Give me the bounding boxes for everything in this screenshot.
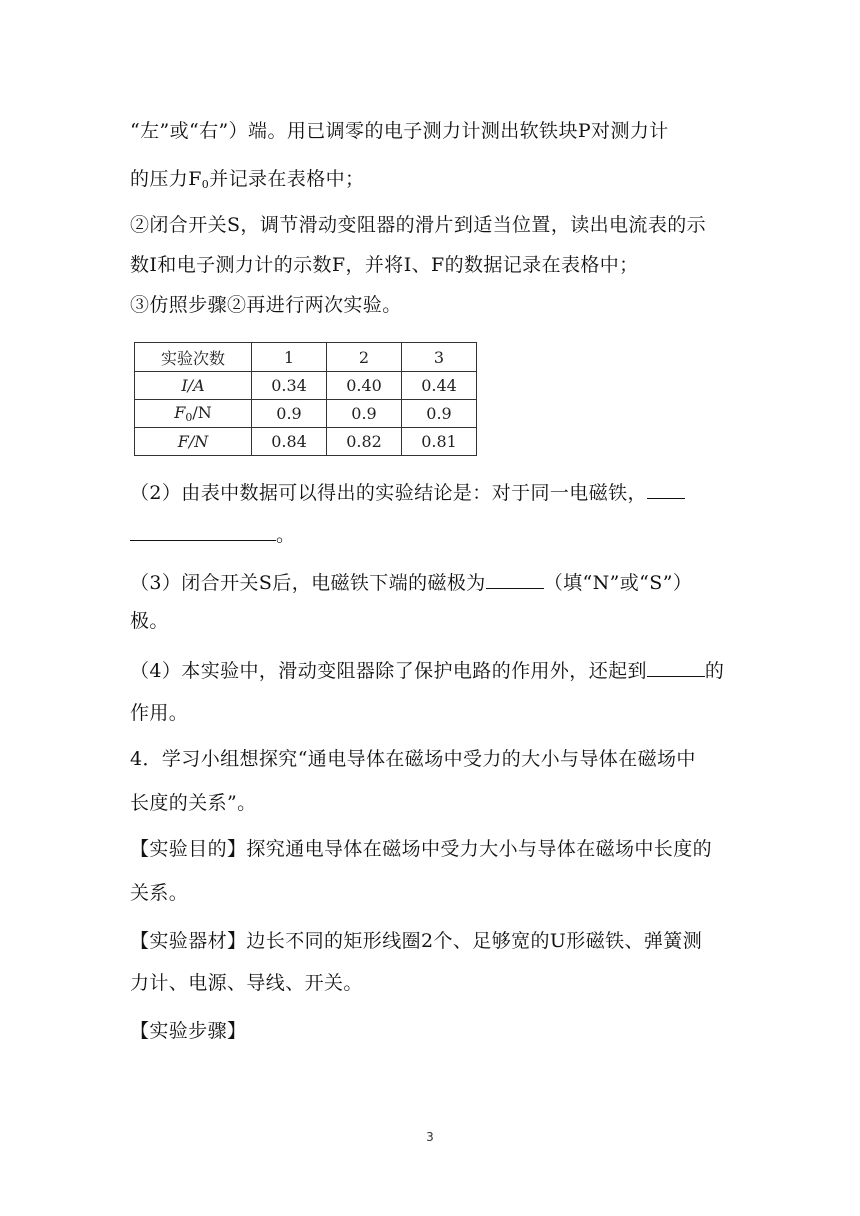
question-3 [130,568,730,596]
table-row [135,428,477,456]
table-header-cell: 1 [252,343,327,372]
text-fragment: 并记录在表格中； [209,168,365,190]
table-row [135,372,477,400]
question-text: （4）本实验中，滑动变阻器除了保护电路的作用外，还起到 [130,660,647,682]
text-line: 作用。 [130,702,189,724]
table-row-label [135,400,252,428]
question-text: （填“N”或“S”） [543,572,693,594]
table-cell: 0.82 [327,428,402,456]
question-2-continued [130,520,730,548]
table-cell: 0.9 [327,400,402,428]
question-2 [130,478,730,506]
experiment-steps-heading: 【实验步骤】 [130,1020,247,1042]
text-line: 关系。 [130,882,189,904]
label-symbol: F [174,403,186,422]
experiment-equipment: 【实验器材】边长不同的矩形线圈2个、足够宽的U形磁铁、弹簧测 [130,930,703,952]
text-line: 极。 [130,610,169,632]
table-header-cell: 3 [402,343,477,372]
answer-blank [647,478,685,499]
experiment-goal: 【实验目的】探究通电导体在磁场中受力大小与导体在磁场中长度的 [130,838,713,860]
answer-blank [647,656,705,677]
label-subscript: 0 [185,411,193,424]
text-line: ③仿照步骤②再进行两次实验。 [130,294,402,316]
subscript: 0 [201,178,210,191]
text-line: 力计、电源、导线、开关。 [130,972,363,994]
answer-blank [130,520,276,541]
table-row [135,400,477,428]
problem-4-title: 4．学习小组想探究“通电导体在磁场中受力的大小与导体在磁场中 [130,748,696,770]
table-header-cell: 2 [327,343,402,372]
table-row-label: I/A [135,372,252,400]
label-unit: /N [192,403,212,422]
table-header-cell: 实验次数 [135,343,252,372]
text-line: ②闭合开关S，调节滑动变阻器的滑片到适当位置，读出电流表的示 [130,214,707,236]
table-header-row [135,343,477,372]
text-line: 数I和电子测力计的示数F，并将I、F的数据记录在表格中； [130,254,639,276]
question-text: 。 [276,524,296,546]
question-text: （3）闭合开关S后，电磁铁下端的磁极为 [130,572,486,594]
table-cell: 0.81 [402,428,477,456]
answer-blank [486,568,544,589]
table-cell: 0.44 [402,372,477,400]
text-fragment: 的压力F [130,168,202,190]
question-text: 的 [704,660,725,682]
question-text: （2）由表中数据可以得出的实验结论是：对于同一电磁铁， [130,482,647,504]
table-cell: 0.84 [252,428,327,456]
table-cell: 0.9 [402,400,477,428]
table-cell: 0.40 [327,372,402,400]
data-table [134,342,477,456]
text-line: “左”或“右”）端。用已调零的电子测力计测出软铁块P对测力计 [130,120,669,142]
text-line: 长度的关系”。 [130,792,257,814]
table-cell: 0.9 [252,400,327,428]
table-row-label: F/N [135,428,252,456]
question-4 [130,656,730,684]
table-cell: 0.34 [252,372,327,400]
text-line [130,166,730,198]
page-number: 3 [426,1130,434,1144]
